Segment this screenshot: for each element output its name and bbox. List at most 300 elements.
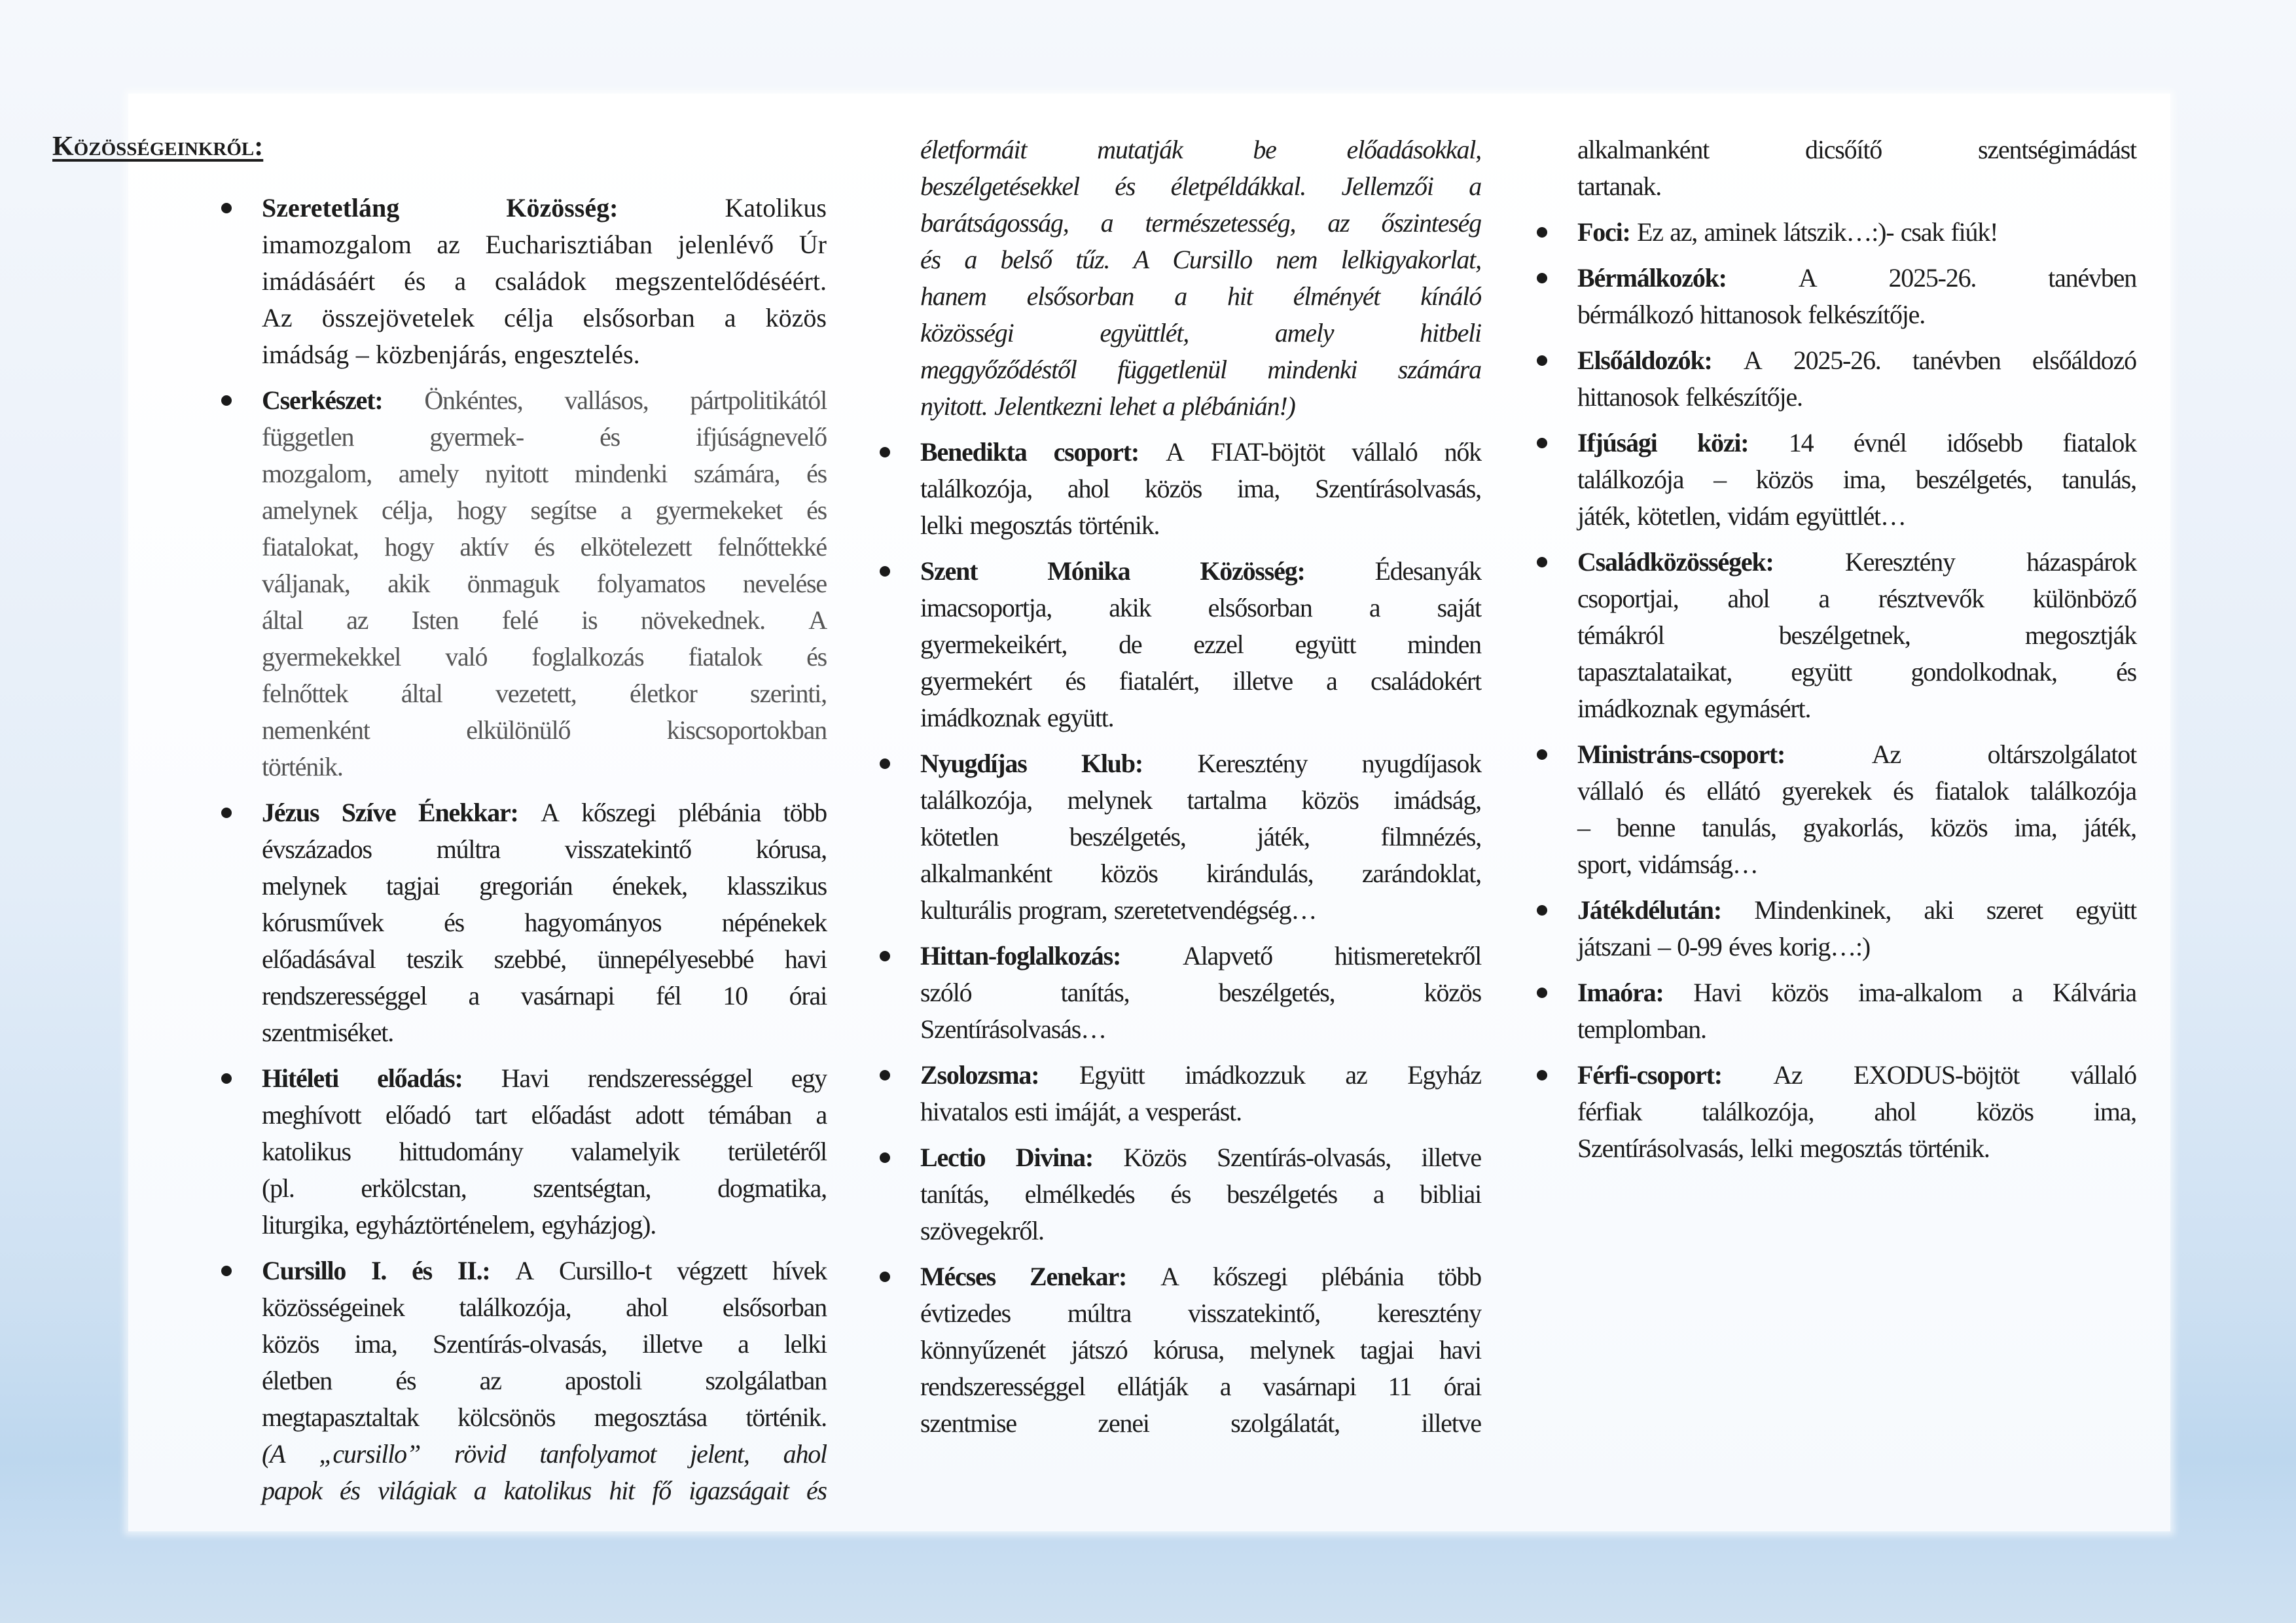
text-line [920, 1213, 1481, 1249]
word: a [1100, 208, 1113, 238]
word: folyamatos [596, 569, 706, 598]
text-line [262, 749, 827, 785]
item-title-word: Szeretetláng [262, 193, 400, 223]
word: történik. [262, 752, 343, 781]
word: és [600, 422, 620, 452]
word: igazságait [689, 1476, 789, 1505]
word: vállaló [1577, 776, 1643, 806]
item-title-word: csoport: [1053, 437, 1139, 467]
word: tanfolyamot [539, 1439, 656, 1469]
text-line [920, 1057, 1481, 1094]
word: látszik…:)- [1783, 217, 1894, 247]
word: hit [609, 1476, 635, 1505]
word: és [444, 908, 465, 937]
word: Havi [501, 1063, 549, 1093]
word: által [401, 679, 442, 708]
text-line [262, 1014, 827, 1051]
word: ima-alkalom [1857, 978, 1982, 1007]
word: csak [1900, 217, 1945, 247]
word: játszani [1577, 932, 1651, 961]
word: adott [635, 1100, 684, 1130]
word: és [806, 1476, 827, 1505]
item-title-word: Szíve [341, 798, 396, 827]
word: tagjai [1359, 1335, 1414, 1364]
word: Katolikus [725, 193, 827, 223]
item-title-word: Bérmálkozók: [1577, 263, 1727, 293]
word: A [1160, 1262, 1179, 1291]
word: – [355, 340, 369, 369]
word: katolikus [262, 1137, 351, 1166]
text-line [920, 1295, 1481, 1332]
word: imádság, [1393, 785, 1481, 815]
text-line [1577, 580, 2136, 617]
item-title-word: Játékdélután: [1577, 895, 1721, 925]
word: mutatják [1097, 135, 1183, 164]
text-line [920, 855, 1481, 892]
item-title-word: Jézus [262, 798, 319, 827]
word: összejövetelek [321, 303, 475, 332]
text-line [262, 1399, 827, 1436]
word: ellátó [1706, 776, 1761, 806]
word: vezetett, [495, 679, 577, 708]
word: egyházjog). [541, 1210, 656, 1240]
word: Jellemzői [1341, 171, 1433, 201]
word: életformáit [920, 135, 1027, 164]
item-title-word: II.: [457, 1256, 490, 1285]
text-line [262, 529, 827, 565]
text-line [262, 639, 827, 675]
word: a [1818, 584, 1829, 613]
item-title-word: Ifjúsági [1577, 428, 1657, 457]
text-line [262, 1363, 827, 1399]
word: és [1893, 776, 1914, 806]
word: szentségtan, [533, 1173, 651, 1203]
text-line [1577, 425, 2136, 461]
word: és [534, 532, 554, 562]
word: hogy [457, 495, 507, 525]
text-line [262, 492, 827, 529]
word: kőszegi [581, 798, 656, 827]
word: hittudomány [399, 1137, 523, 1166]
word: nem [1276, 245, 1318, 274]
word: megosztás [1799, 1133, 1902, 1163]
word: és [1115, 171, 1136, 201]
word: beszélgetés, [1218, 978, 1335, 1007]
text-line [1577, 1130, 2136, 1167]
word: valamelyik [571, 1137, 680, 1166]
word: ahol [626, 1293, 668, 1322]
word: bérmálkozó [1577, 300, 1693, 329]
word: pártpolitikától [690, 385, 827, 415]
text-line [262, 565, 827, 602]
word: filmnézés, [1380, 822, 1481, 851]
word: illetve [1421, 1143, 1481, 1172]
word: idősebb [1946, 428, 2022, 457]
word: be [1253, 135, 1276, 164]
bullet-icon [1537, 905, 1547, 916]
word: oltárszolgálatot [1987, 740, 2136, 769]
bullet-icon [221, 203, 232, 213]
word: nyitott. [920, 391, 988, 421]
word: sport, [1577, 849, 1632, 879]
word: fiatalért, [1119, 666, 1200, 696]
word: gondolkodnak, [1910, 657, 2057, 687]
word: a [620, 495, 632, 525]
text-line [262, 675, 827, 712]
word: dicsőítő [1805, 135, 1882, 164]
text-line [920, 471, 1481, 507]
word: élményét [1293, 281, 1380, 311]
word: tanítás, [1060, 978, 1130, 1007]
word: lelkigyakorlat, [1340, 245, 1481, 274]
word: játszó [1071, 1335, 1128, 1364]
word: és [339, 1476, 360, 1505]
word: könnyűzenét [920, 1335, 1046, 1364]
text-line [262, 226, 827, 263]
word: fiatalokat, [262, 532, 359, 562]
text-line [262, 1097, 827, 1133]
text-line [262, 1133, 827, 1170]
word: aki [1924, 895, 1954, 925]
bullet-icon [221, 808, 232, 818]
word: bibliai [1420, 1179, 1481, 1209]
word: rövid [454, 1439, 506, 1469]
text-line [1577, 773, 2136, 810]
word: vállaló [2070, 1060, 2136, 1090]
word: egyháztörténelem, [355, 1210, 535, 1240]
word: által [262, 605, 303, 635]
word: papok [262, 1476, 322, 1505]
word: saját [1437, 593, 1481, 622]
bullet-icon [1537, 273, 1547, 283]
word: liturgika, [262, 1210, 349, 1240]
word: a [1369, 593, 1380, 622]
word: tanévben [2048, 263, 2136, 293]
word: életkor [629, 679, 697, 708]
word: a [738, 1329, 749, 1359]
text-line [262, 904, 827, 941]
word: (pl. [262, 1173, 295, 1203]
bullet-icon [880, 1152, 890, 1163]
text-line [1577, 132, 2136, 168]
bullet-icon [221, 1266, 232, 1276]
word: nők [1444, 437, 1481, 467]
bullet-icon [1537, 355, 1547, 366]
word: múltra [436, 834, 500, 864]
text-line [262, 419, 827, 455]
word: együttlét, [1100, 318, 1189, 348]
word: – [1577, 813, 1590, 842]
word: és [404, 266, 426, 296]
word: visszatekintő [564, 834, 691, 864]
word: havi [1439, 1335, 1481, 1364]
word: elsősorban [583, 303, 695, 332]
text-line [920, 132, 1481, 168]
word: témában [708, 1100, 792, 1130]
text-line [262, 300, 827, 336]
word: ima, [1236, 474, 1280, 503]
word: Úr [798, 230, 827, 259]
text-line [262, 455, 827, 492]
word: függetlenül [1117, 355, 1227, 384]
word: közös [1976, 1097, 2034, 1126]
word: klasszikus [726, 871, 827, 901]
word: amelynek [262, 495, 357, 525]
word: 11 [1388, 1372, 1412, 1401]
bullet-icon [1537, 438, 1547, 448]
word: szeretetvendégség… [1113, 895, 1317, 925]
word: világiak [378, 1476, 456, 1505]
word: tagjai [386, 871, 440, 901]
word: akik [1109, 593, 1151, 622]
word: több [1437, 1262, 1481, 1291]
word: fél [655, 981, 681, 1010]
bullet-icon [1537, 749, 1547, 760]
word: a [816, 1100, 827, 1130]
word: visszatekintő, [1188, 1298, 1321, 1328]
word: házaspárok [2026, 547, 2136, 577]
word: közösségeinek [262, 1293, 404, 1322]
text-line [1577, 617, 2136, 654]
word: játék, [1257, 822, 1310, 851]
text-line [920, 388, 1481, 425]
word: szolgálatát, [1230, 1408, 1340, 1438]
word: felkészítője. [1808, 300, 1926, 329]
word: ima, [354, 1329, 397, 1359]
word: több [783, 798, 827, 827]
item-title-word: Ministráns-csoport: [1577, 740, 1785, 769]
item-title-word: Imaóra: [1577, 978, 1664, 1007]
item-title-word: Családközösségek: [1577, 547, 1774, 577]
word: szentmise [920, 1408, 1016, 1438]
word: az [437, 230, 460, 259]
text-line [262, 263, 827, 300]
item-title-word: Nyugdíjas [920, 749, 1027, 778]
word: az [1345, 1060, 1367, 1090]
word: Az [262, 303, 293, 332]
word: hitbeli [1420, 318, 1481, 348]
text-line [920, 351, 1481, 388]
item-title-word: Klub: [1081, 749, 1143, 778]
word: éves [1729, 932, 1772, 961]
word: gyermekeket [655, 495, 783, 525]
word: keresztény [1376, 1298, 1481, 1328]
word: találkozója [2030, 776, 2136, 806]
word: amely [398, 459, 459, 488]
word: és [395, 1366, 416, 1395]
word: – [1713, 465, 1726, 494]
word: tanulás, [2062, 465, 2136, 494]
word: ahol [1067, 474, 1109, 503]
word: jelent, [690, 1439, 749, 1469]
text-line [262, 1472, 827, 1509]
text-line [262, 1170, 827, 1207]
word: tűz. [1075, 245, 1110, 274]
text-line [920, 700, 1481, 736]
word: szentségimádást [1978, 135, 2136, 164]
word: EXODUS-böjtöt [1853, 1060, 2020, 1090]
word: családokért [1371, 666, 1481, 696]
word: illetve [1421, 1408, 1481, 1438]
word: tapasztalataikat, [1577, 657, 1732, 687]
word: fiatalok [688, 642, 762, 671]
word: énekek, [612, 871, 687, 901]
word: fő [652, 1476, 672, 1505]
bullet-icon [1537, 227, 1547, 238]
word: történik. [1909, 1133, 1990, 1163]
item-title-word: előadás: [377, 1063, 463, 1093]
word: Közös [1123, 1143, 1187, 1172]
word: elsősorban [1208, 593, 1312, 622]
word: szóló [920, 978, 972, 1007]
text-line [262, 941, 827, 978]
bullet-icon [880, 1070, 890, 1080]
text-line [920, 168, 1481, 205]
item-title-word: I. [371, 1256, 387, 1285]
text-line [262, 382, 827, 419]
text-line [262, 602, 827, 639]
word: ellátják [1117, 1372, 1188, 1401]
word: belső [1000, 245, 1052, 274]
word: elsősorban [722, 1293, 827, 1322]
word: a [964, 245, 977, 274]
text-line [1577, 342, 2136, 379]
text-line [1577, 810, 2136, 846]
word: Alapvető [1182, 941, 1272, 971]
word: szövegekről. [920, 1216, 1044, 1245]
word: őszinteség [1381, 208, 1481, 238]
text-line [1577, 168, 2136, 205]
word: Ez [1637, 217, 1663, 247]
word: katolikus [503, 1476, 592, 1505]
word: vidámság… [1638, 849, 1758, 879]
word: ima, [2093, 1097, 2136, 1126]
text-line [920, 1176, 1481, 1213]
word: gyermek- [429, 422, 524, 452]
word: benne [1616, 813, 1676, 842]
word: közös [1424, 978, 1481, 1007]
word: imamozgalom [262, 230, 412, 259]
word: erkölcstan, [361, 1173, 467, 1203]
word: imádkozzuk [1185, 1060, 1305, 1090]
word: Cursillo [1172, 245, 1252, 274]
word: közös [1770, 978, 1829, 1007]
word: és [2116, 657, 2136, 687]
item-title-word: és [412, 1256, 433, 1285]
word: témákról [1577, 620, 1664, 650]
text-line [920, 507, 1481, 544]
word: imádásáért [262, 266, 376, 296]
word: célja, [381, 495, 433, 525]
word: hogy [384, 532, 434, 562]
word: ima, [2014, 813, 2057, 842]
text-line [920, 434, 1481, 471]
word: történik. [745, 1402, 827, 1432]
word: imádkoznak [1577, 694, 1698, 723]
text-line [1577, 1057, 2136, 1094]
word: kórusművek [262, 908, 384, 937]
text-line [1577, 654, 2136, 690]
word: illetve [1232, 666, 1293, 696]
word: alkalmanként [1577, 135, 1710, 164]
word: havi [784, 944, 827, 974]
word: elkötelezett [580, 532, 692, 562]
word: jelenlévő [677, 230, 774, 259]
word: – [1657, 932, 1670, 961]
word: beszélgetnek, [1778, 620, 1910, 650]
word: előadó [385, 1100, 451, 1130]
word: aminek [1704, 217, 1777, 247]
word: A [1133, 245, 1149, 274]
word: ezzel [1193, 630, 1244, 659]
item-title-word: Mécses [920, 1262, 996, 1291]
word: Egyház [1407, 1060, 1481, 1090]
word: megosztják [2024, 620, 2136, 650]
word: elmélkedés [1024, 1179, 1135, 1209]
word: esti [1014, 1097, 1048, 1126]
word: dogmatika, [717, 1173, 827, 1203]
word: játék, [2083, 813, 2136, 842]
word: alkalmanként [920, 859, 1052, 888]
word: ünnepélyesebbé [597, 944, 754, 974]
text-line [1577, 974, 2136, 1011]
word: Keresztény [1844, 547, 1955, 577]
word: az, [1670, 217, 1698, 247]
word: előadást [531, 1100, 611, 1130]
word: 0-99 [1677, 932, 1722, 961]
word: közös [1930, 813, 1988, 842]
word: imáját, [1054, 1097, 1121, 1126]
text-line [920, 205, 1481, 241]
text-line [920, 1368, 1481, 1405]
word: 14 [1788, 428, 1814, 457]
word: együtt. [1047, 703, 1114, 732]
word: a [454, 266, 467, 296]
word: rendszerességgel [920, 1372, 1085, 1401]
text-line [262, 831, 827, 868]
word: vállaló [1352, 437, 1418, 467]
item-title-word: Divina: [1015, 1143, 1094, 1172]
word: Isten [411, 605, 459, 635]
word: és [806, 642, 827, 671]
word: együttlét… [1795, 501, 1906, 531]
word: csoportjai, [1577, 584, 1679, 613]
word: melynek [1067, 785, 1152, 815]
word: találkozója [1577, 465, 1684, 494]
word: végzett [677, 1256, 747, 1285]
word: melynek [262, 871, 347, 901]
text-line [920, 626, 1481, 663]
word: rendszerességgel [262, 981, 427, 1010]
text-line [920, 819, 1481, 855]
word: találkozója, [920, 474, 1033, 503]
word: imádság [262, 340, 350, 369]
word: kínáló [1420, 281, 1481, 311]
text-line [262, 190, 827, 226]
bullet-icon [1537, 988, 1547, 998]
word: a [724, 303, 736, 332]
word: tanítás, [920, 1179, 989, 1209]
word: (A [262, 1439, 285, 1469]
bullet-icon [221, 1073, 232, 1084]
word: való [445, 642, 488, 671]
word: 10 [723, 981, 747, 1010]
item-title-word: Hittan-foglalkozás: [920, 941, 1121, 971]
word: aktív [459, 532, 509, 562]
text-line [262, 1207, 827, 1243]
word: találkozója, [920, 785, 1033, 815]
word: szolgálatban [705, 1366, 827, 1395]
